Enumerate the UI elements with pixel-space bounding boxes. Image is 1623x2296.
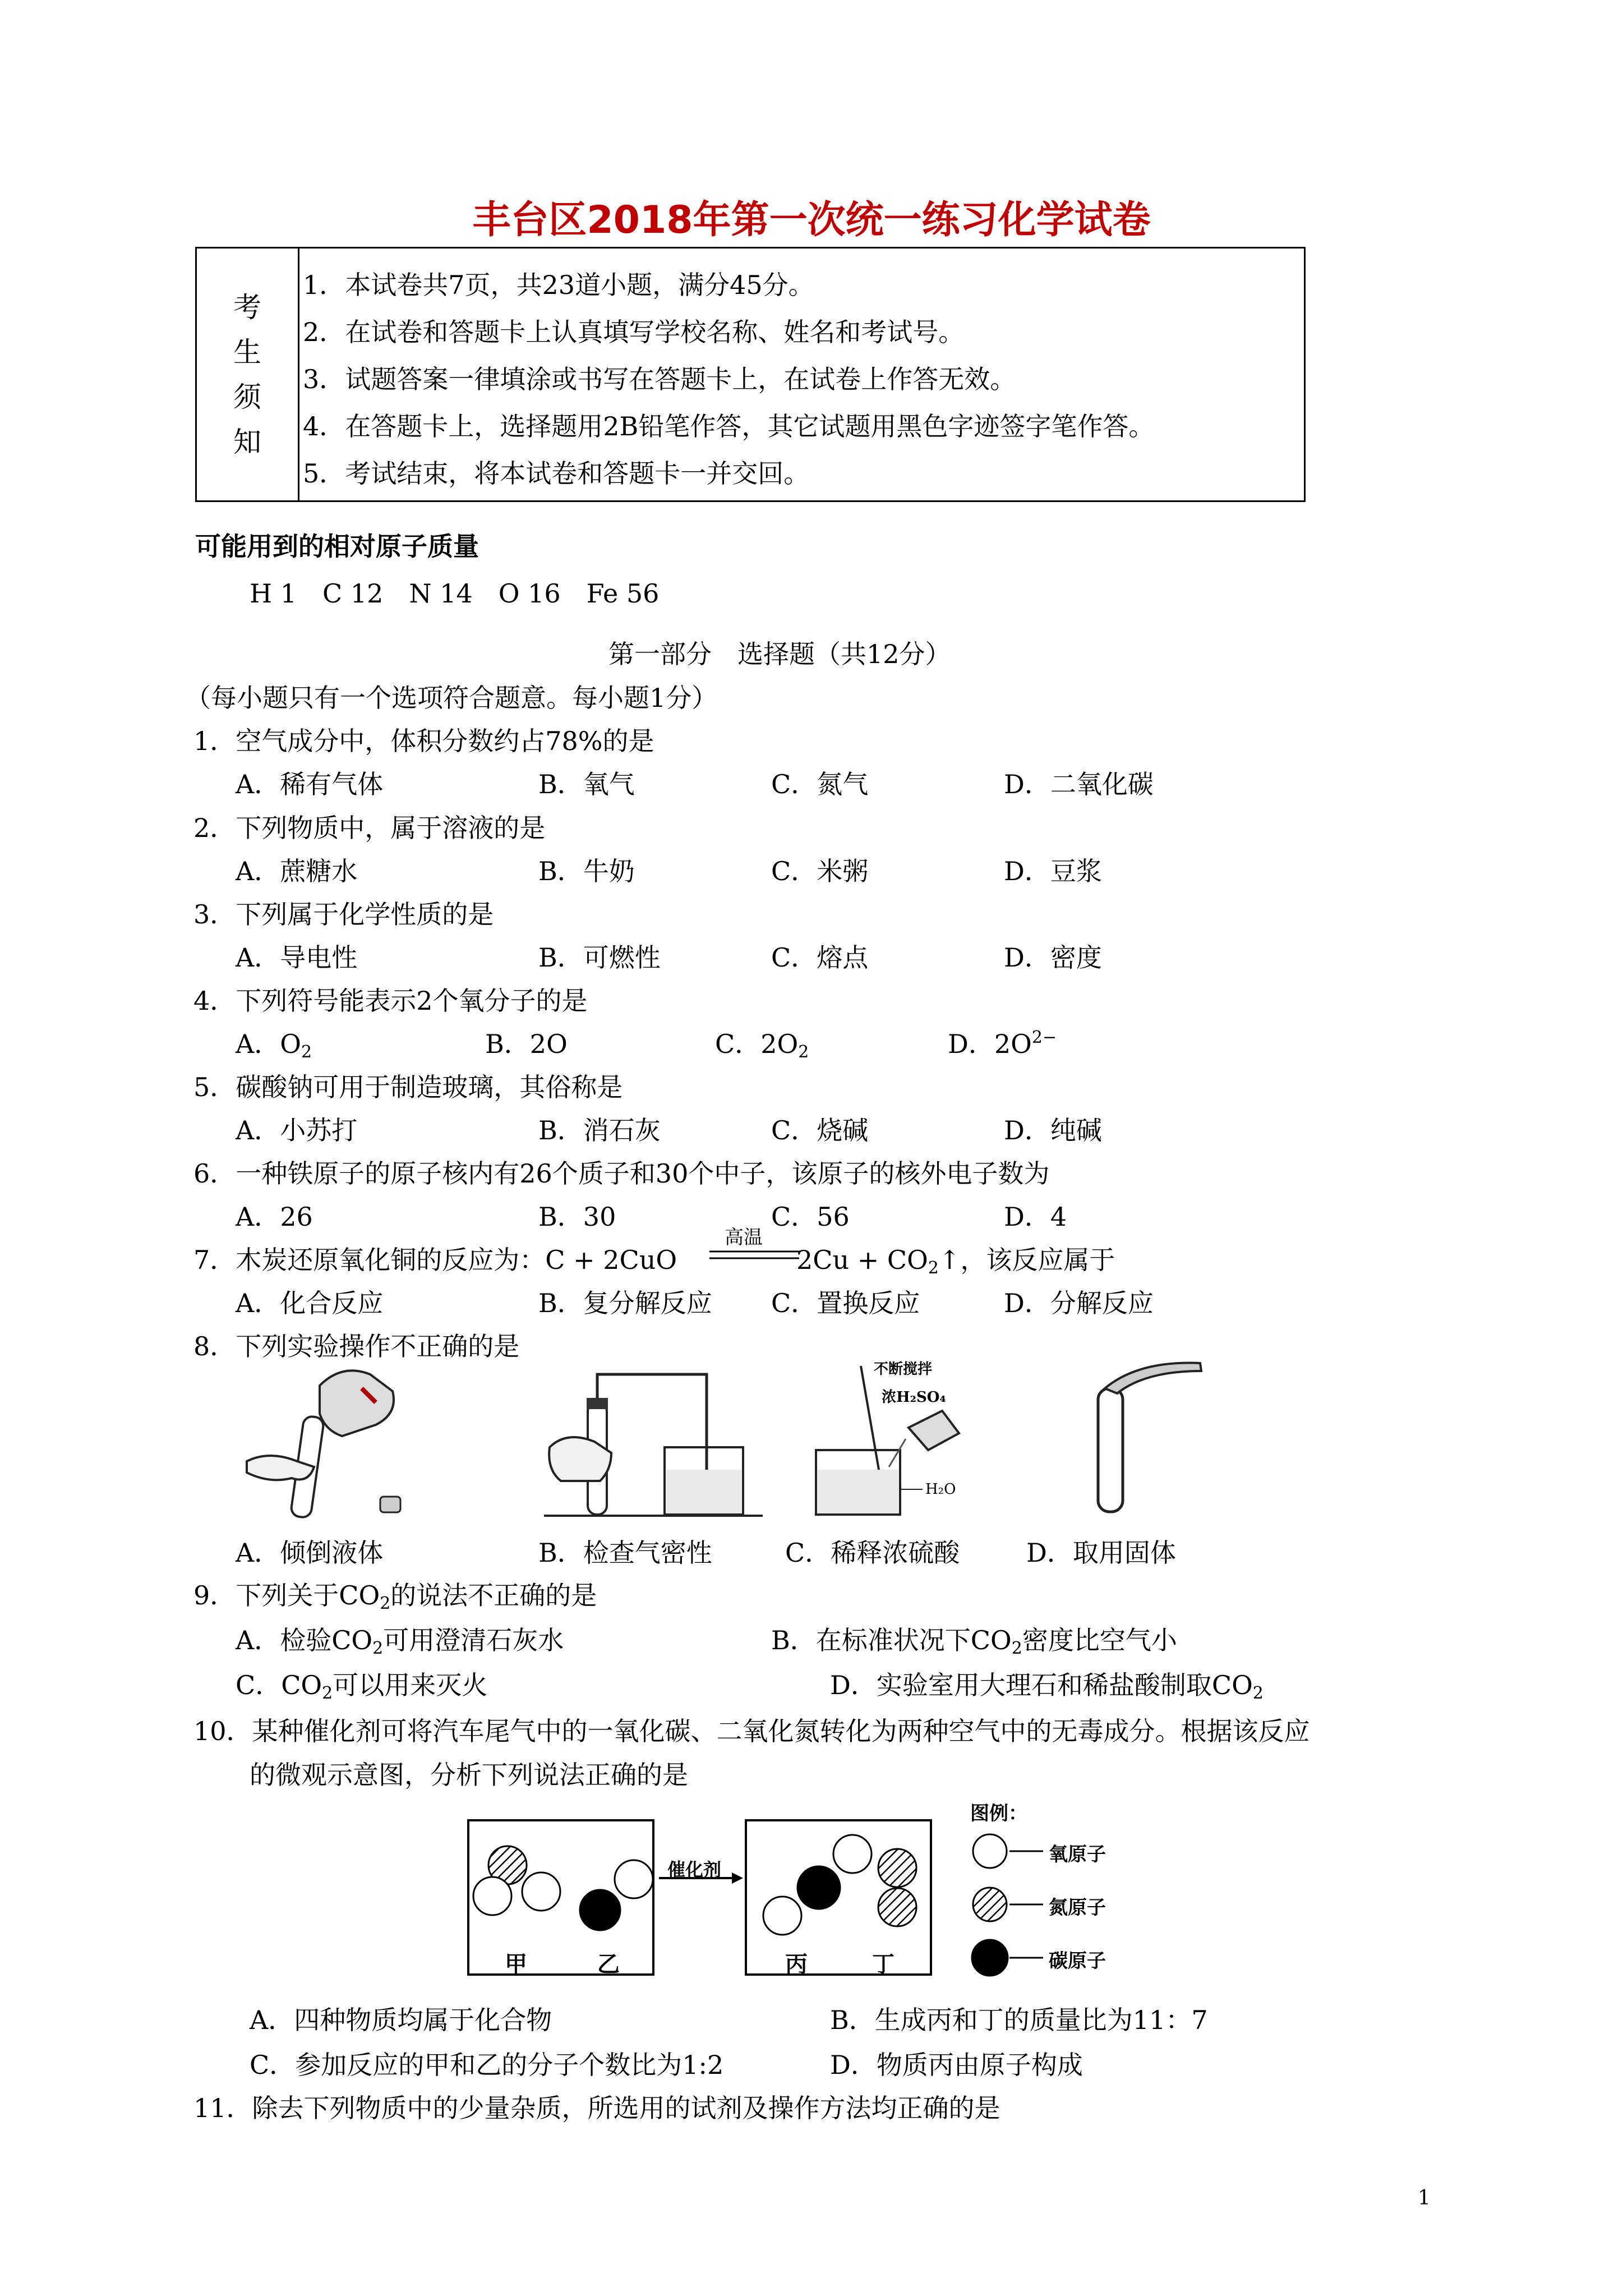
notice-item: 3．试题答案一律填涂或书写在答题卡上，在试卷上作答无效。 [303, 364, 1016, 394]
q8-fig-c-label-stir: 不断搅拌 [874, 1361, 933, 1378]
q4-stem: 4．下列符号能表示2个氧分子的是 [193, 986, 588, 1016]
q10-legend-carbon: 碳原子 [1049, 1950, 1106, 1972]
q4-option-b: B．2O [485, 1029, 568, 1059]
q8-figure-b-airtightness [538, 1363, 774, 1526]
q2-option-d: D．豆浆 [1004, 856, 1102, 886]
q6-option-a: A．26 [236, 1202, 313, 1232]
q1-stem: 1．空气成分中，体积分数约占78%的是 [193, 726, 654, 756]
notice-item: 4．在答题卡上，选择题用2B铅笔作答，其它试题用黑色字迹签字笔作答。 [303, 411, 1155, 441]
q1-option-c: C．氮气 [771, 769, 869, 799]
q9-option-c: C．$CO_2$可以用来灭火 [236, 1670, 488, 1703]
notice-label-char: 生 [233, 335, 261, 369]
q10-stem-line1: 10．某种催化剂可将汽车尾气中的一氧化碳、二氧化氮转化为两种空气中的无毒成分。根据该反应 [193, 1716, 1310, 1746]
q7-option-d: D．分解反应 [1004, 1288, 1154, 1318]
q5-option-b: B．消石灰 [538, 1115, 661, 1145]
notice-item: 2．在试卷和答题卡上认真填写学校名称、姓名和考试号。 [303, 317, 965, 347]
q10-label-jia: 甲 [505, 1951, 527, 1977]
q2-option-b: B．牛奶 [538, 856, 635, 886]
q2-option-c: C．米粥 [771, 856, 869, 886]
q5-option-c: C．烧碱 [771, 1115, 869, 1145]
q10-option-d: D．物质丙由原子构成 [830, 2050, 1083, 2080]
q8-option-d: D．取用固体 [1026, 1538, 1176, 1568]
notice-item: 5．考试结束，将本试卷和答题卡一并交回。 [303, 458, 810, 489]
q8-fig-c-label-water: H₂O [925, 1481, 956, 1498]
q7-condition: 高温 [725, 1226, 763, 1249]
q7-stem-pre: 7．木炭还原氧化铜的反应为：C + 2CuO [193, 1245, 677, 1275]
notice-item: 1．本试卷共7页，共23道小题，满分45分。 [303, 270, 814, 300]
q1-option-a: A．稀有气体 [236, 769, 384, 799]
q10-legend-nitrogen: 氮原子 [1049, 1897, 1106, 1919]
q10-label-yi: 乙 [597, 1951, 620, 1977]
atomic-mass-heading: 可能用到的相对原子质量 [195, 531, 479, 562]
page-title: 丰台区2018年第一次统一练习化学试卷 [472, 198, 1151, 242]
q3-option-a: A．导电性 [236, 942, 358, 973]
q5-stem: 5．碳酸钠可用于制造玻璃，其俗称是 [193, 1072, 623, 1102]
q6-stem: 6．一种铁原子的原子核内有26个质子和30个中子，该原子的核外电子数为 [193, 1158, 1050, 1189]
page-number: 1 [1418, 2187, 1431, 2210]
q7-option-a: A．化合反应 [236, 1288, 384, 1318]
q3-stem: 3．下列属于化学性质的是 [193, 899, 494, 930]
q8-figure-c-diluting-acid [788, 1355, 1001, 1523]
q10-option-c: C．参加反应的甲和乙的分子个数比为1:2 [250, 2050, 724, 2080]
q7-stem-post: $2Cu + CO_2↑$，该反应属于 [796, 1245, 1115, 1278]
q8-figure-a-pouring-liquid [241, 1363, 421, 1526]
q10-catalyst-label: 催化剂 [667, 1859, 722, 1880]
notice-label-char: 考 [233, 291, 261, 324]
q3-option-b: B．可燃性 [538, 942, 661, 973]
atomic-masses: H 1 C 12 N 14 O 16 Fe 56 [250, 578, 660, 609]
q1-option-d: D．二氧化碳 [1004, 769, 1154, 799]
q4-option-c: C．$2O_2$ [715, 1029, 809, 1062]
q6-option-d: D．4 [1004, 1202, 1067, 1232]
q10-label-ding: 丁 [872, 1951, 895, 1977]
q3-option-c: C．熔点 [771, 942, 869, 973]
notice-label-char: 知 [233, 425, 261, 458]
q10-legend-title: 图例： [970, 1802, 1027, 1825]
q1-option-b: B．氧气 [538, 769, 635, 799]
q10-legend-oxygen: 氧原子 [1049, 1843, 1106, 1866]
q9-option-d: D．实验室用大理石和稀盐酸制取$CO_2$ [830, 1670, 1264, 1703]
q5-option-a: A．小苏打 [236, 1115, 358, 1145]
q10-option-b: B．生成丙和丁的质量比为11：7 [830, 2005, 1208, 2035]
q4-option-a: A．$O_2$ [236, 1029, 312, 1062]
part1-heading: 第一部分 选择题（共12分） [608, 639, 951, 669]
notice-label [197, 249, 299, 500]
q7-equals-sign [709, 1249, 799, 1262]
q8-stem: 8．下列实验操作不正确的是 [193, 1331, 520, 1361]
q8-figure-d-taking-solid [1077, 1355, 1206, 1523]
q7-option-b: B．复分解反应 [538, 1288, 712, 1318]
q8-option-b: B．检查气密性 [538, 1538, 712, 1568]
q8-fig-c-label-acid: 浓H₂SO₄ [882, 1389, 946, 1406]
q5-option-d: D．纯碱 [1004, 1115, 1102, 1145]
q8-option-a: A．倾倒液体 [236, 1538, 384, 1568]
q11-stem: 11．除去下列物质中的少量杂质，所选用的试剂及操作方法均正确的是 [193, 2093, 1000, 2123]
q9-stem: 9．下列关于$CO_2$的说法不正确的是 [193, 1580, 597, 1613]
q10-option-a: A．四种物质均属于化合物 [250, 2005, 552, 2035]
q7-option-c: C．置换反应 [771, 1288, 920, 1318]
q8-option-c: C．稀释浓硫酸 [785, 1538, 960, 1568]
q9-option-b: B．在标准状况下$CO_2$密度比空气小 [771, 1625, 1177, 1658]
q9-option-a: A．检验$CO_2$可用澄清石灰水 [236, 1625, 564, 1658]
q10-label-bing: 丙 [785, 1951, 808, 1977]
q6-option-b: B．30 [538, 1202, 616, 1232]
q2-option-a: A．蔗糖水 [236, 856, 358, 886]
q10-stem-line2: 的微观示意图，分析下列说法正确的是 [250, 1760, 688, 1790]
part1-note: （每小题只有一个选项符合题意。每小题1分） [185, 683, 718, 713]
q2-stem: 2．下列物质中，属于溶液的是 [193, 813, 546, 843]
q4-option-d: D．$2O^{2-}$ [948, 1028, 1057, 1059]
q3-option-d: D．密度 [1004, 942, 1102, 973]
q6-option-c: C．56 [771, 1202, 850, 1232]
notice-label-char: 须 [233, 380, 261, 413]
